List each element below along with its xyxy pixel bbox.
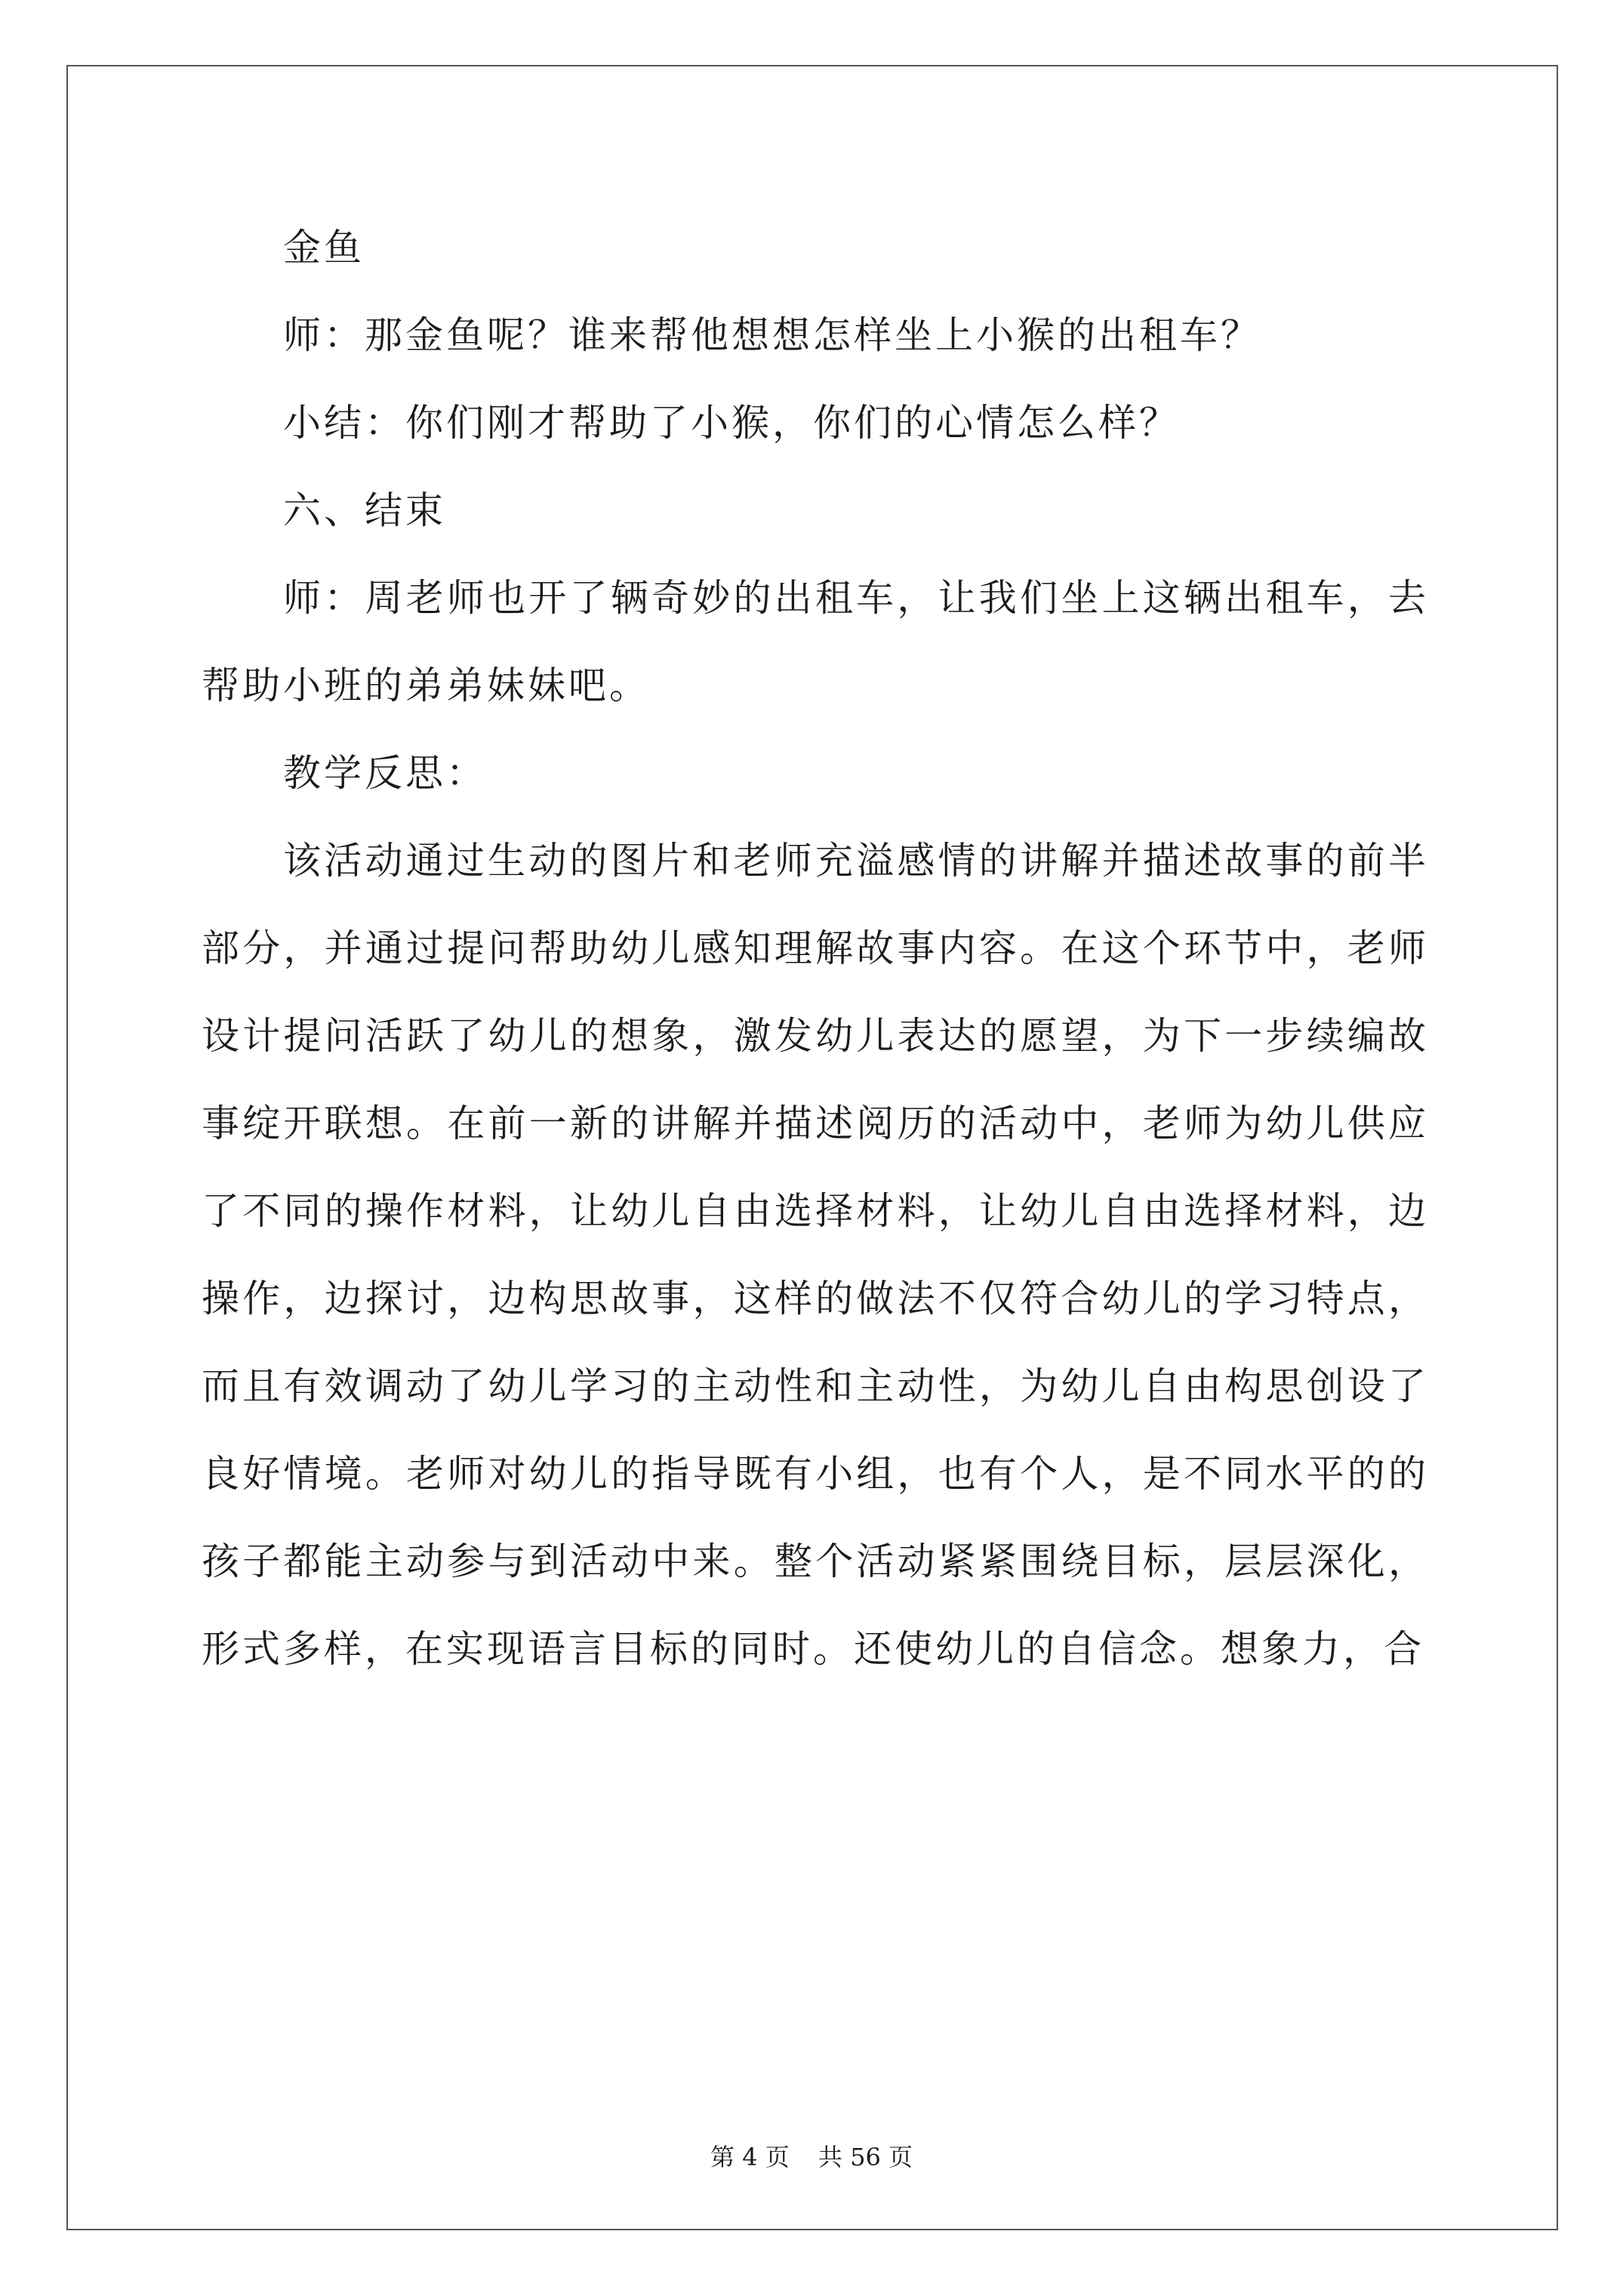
section-heading-reflection: 教学反思： xyxy=(283,751,487,795)
paragraph-goldfish: 金鱼 xyxy=(283,226,365,270)
paragraph-teacher-taxi: 师：周老师也开了辆奇妙的出租车，让我们坐上这辆出租车，去帮助小班的弟弟妹妹吧。 xyxy=(202,576,1429,707)
page-total: 共 56 页 xyxy=(818,2143,913,2171)
paragraph-summary: 小结：你们刚才帮助了小猴，你们的心情怎么样？ xyxy=(283,401,1180,445)
document-body xyxy=(202,204,1429,1693)
paragraph-reflection-body: 该活动通过生动的图片和老师充溢感情的讲解并描述故事的前半部分，并通过提问帮助幼儿感知理解故事内容。在这个环节中，老师设计提问活跃了幼儿的想象，激发幼儿表达的愿望，为下一步续编故事绽开联想。在前一新的讲解并描述阅历的活动中，老师为幼儿供应了不同的操作材料，让幼儿自由选择材料，让幼儿自由选择材料，边操作，边探讨，边构思故事，这样的做法不仅符合幼儿的学习特点，而且有效调动了幼儿学习的主动性和主动性，为幼儿自由构思创设了良好情境。老师对幼儿的指导既有小组，也有个人，是不同水平的的孩子都能主动参与到活动中来。整个活动紧紧围绕目标，层层深化，形式多样，在实现语言目标的同时。还使幼儿的自信念。想象力，合 xyxy=(202,839,1429,1671)
page-number: 第 4 页 xyxy=(710,2143,790,2171)
paragraph-teacher-question: 师：那金鱼呢？谁来帮他想想怎样坐上小猴的出租车？ xyxy=(283,313,1261,357)
page-footer xyxy=(0,2138,1623,2173)
section-heading-ending: 六、结束 xyxy=(283,488,446,532)
